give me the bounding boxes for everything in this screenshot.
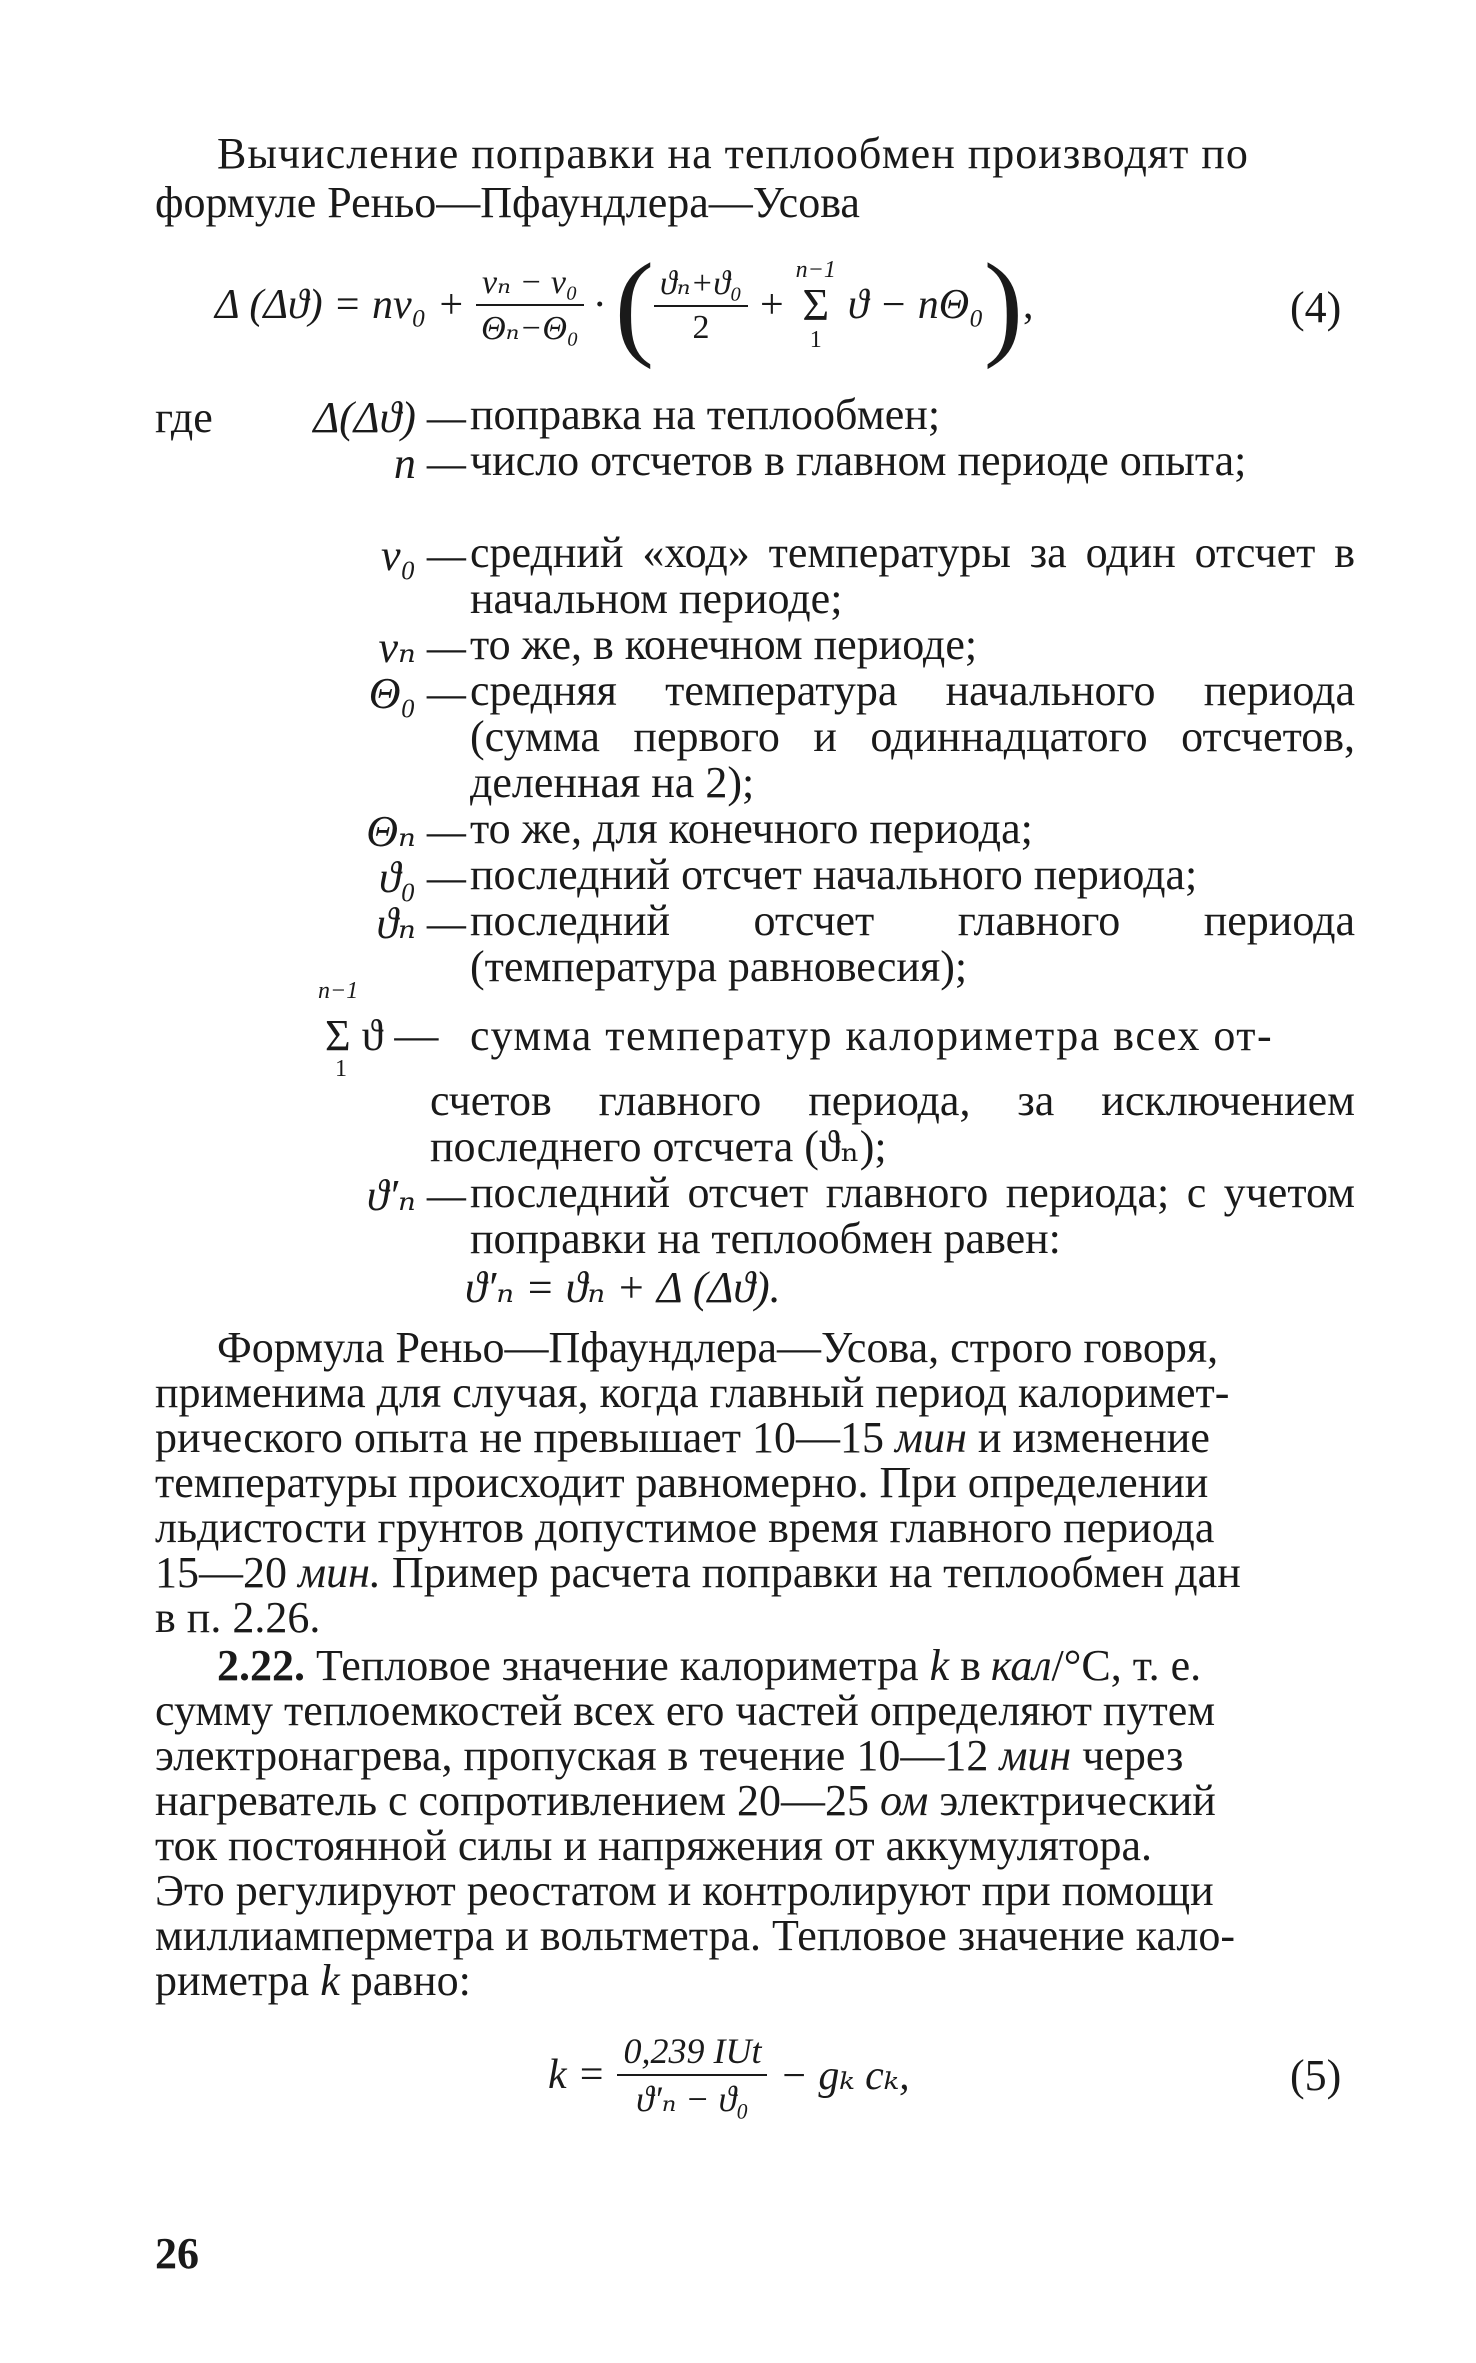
formula-4-tail: ϑ − nΘ₀: [847, 282, 984, 328]
formula-5-tail: − gₖ cₖ,: [779, 2053, 910, 2099]
def-text-vn: то же, в конечном периоде;: [470, 620, 978, 669]
def-symbol-theta0: Θ₀ —: [368, 669, 466, 718]
formula-4-fraction-1: [475, 262, 585, 348]
page-number: 26: [155, 2229, 199, 2278]
def-text-theta0: средняя температура начального периода (сумма первого и одиннадцатого отсчетов, деленная на 2);: [470, 666, 1355, 807]
formula-4-number: (4): [1290, 283, 1342, 332]
para2-line-8-c: равно:: [350, 1956, 471, 2005]
para2-symbol-k: k: [929, 1641, 950, 1690]
para2-unit-ohm: ом: [879, 1776, 929, 1825]
formula-5-denominator: ϑ′ₙ − ϑ₀: [636, 2079, 749, 2119]
formula-4-lhs: Δ (Δϑ) = nv₀ +: [215, 282, 466, 328]
para2-line-5: ток постоянной силы и напряжения от аккумулятора.: [155, 1821, 1153, 1870]
formula-4-frac1-denominator: Θₙ−Θ₀: [481, 310, 579, 347]
def-text-sum: счетов главного периода, за исключением последнего отсчета (ϑₙ);: [430, 1076, 1355, 1171]
formula-4: [215, 239, 1034, 370]
para1-line-6-a: 15—20: [155, 1548, 287, 1597]
def-text-n: число отсчетов в главном периоде опыта;: [470, 436, 1247, 485]
para1-line-3-a: рического опыта не превышает 10—15: [155, 1413, 884, 1462]
def-corrected-formula: ϑ′ₙ = ϑₙ + Δ (Δϑ).: [465, 1263, 781, 1312]
formula-4-plus: +: [759, 282, 784, 328]
para2-line-4-c: электрический: [939, 1776, 1216, 1825]
para2-line-1-d: в: [960, 1641, 981, 1690]
formula-4-frac1-numerator: vₙ − v₀: [476, 262, 584, 306]
para2-line-8: [155, 1955, 471, 2006]
para2-line-3-c: через: [1082, 1731, 1184, 1780]
def-sum-lower-limit: 1: [335, 1056, 347, 1082]
formula-5-fraction: [617, 2030, 767, 2120]
para1-unit-min-1: мин: [895, 1413, 967, 1462]
para1-line-6-c: Пример расчета поправки на теплообмен дан: [391, 1548, 1241, 1597]
def-symbol-v0: v₀ —: [381, 531, 466, 580]
para2-line-3-a: электронагрева, пропуская в течение 10—12: [155, 1731, 989, 1780]
para1-line-5: льдистости грунтов допустимое время главного периода: [155, 1503, 1215, 1552]
def-symbol-vartheta0: ϑ₀ —: [378, 853, 466, 902]
def-symbol-thetan: Θₙ —: [366, 807, 466, 856]
para2-unit-cal: кал: [990, 1641, 1052, 1690]
para2-line-4-a: нагреватель с сопротивлением 20—25: [155, 1776, 869, 1825]
para1-unit-min-2: мин.: [298, 1548, 381, 1597]
def-text-thetan: то же, для конечного периода;: [470, 804, 1033, 853]
para1-line-7: в п. 2.26.: [155, 1593, 321, 1642]
para2-line-1-f: /°C, т. е.: [1051, 1641, 1202, 1690]
intro-line-2: формуле Реньо—Пфаундлера—Усова: [155, 178, 860, 227]
formula-4-dot: ·: [592, 282, 607, 328]
formula-5: [548, 2020, 910, 2130]
para1-line-2: применима для случая, когда главный период калоримет-: [155, 1368, 1230, 1417]
formula-5-number: (5): [1290, 2051, 1342, 2100]
formula-4-frac2-denominator: 2: [692, 309, 710, 346]
def-symbol-vn: vₙ —: [378, 623, 466, 672]
formula-4-frac2-numerator: ϑₙ+ϑ₀: [654, 263, 748, 307]
def-text-varthetan: последний отсчет главного периода (температура равновесия);: [470, 896, 1355, 991]
para1-line-4: температуры происходит равномерно. При определении: [155, 1458, 1209, 1507]
where-label: где: [155, 393, 213, 442]
para2-line-1: [217, 1640, 1201, 1691]
def-text-correction: поправка на теплообмен;: [470, 390, 941, 439]
formula-4-paren-close: ): [983, 239, 1024, 370]
para2-line-3: [155, 1730, 1183, 1781]
formula-4-sum-upper: n−1: [795, 257, 836, 283]
para1-line-3: [155, 1412, 1210, 1463]
def-symbol-n: n —: [393, 439, 466, 488]
para2-unit-min: мин: [999, 1731, 1072, 1780]
para2-line-1-b: Тепловое значение калориметра: [316, 1641, 919, 1690]
def-symbol-correction: Δ(Δϑ) —: [313, 393, 466, 442]
def-text-sum-first-line: сумма температур калориметра всех от-: [470, 1011, 1274, 1060]
formula-4-fraction-2: [654, 263, 748, 347]
formula-4-paren-open: (: [614, 239, 655, 370]
para2-line-6: Это регулируют реостатом и контролируют при помощи: [155, 1866, 1214, 1915]
para2-line-8-a: риметра: [155, 1956, 310, 2005]
def-text-v0: средний «ход» температуры за один отсчет в начальном периоде;: [470, 528, 1355, 623]
formula-5-numerator: 0,239 IUt: [617, 2030, 767, 2076]
def-sum-upper-limit: n−1: [318, 978, 359, 1004]
def-symbol-varthetan-prime: ϑ′ₙ —: [366, 1171, 466, 1220]
def-text-vartheta0: последний отсчет начального периода;: [470, 850, 1198, 899]
para2-line-4: [155, 1775, 1216, 1826]
def-symbol-sum: Σ ϑ —: [325, 1011, 439, 1060]
para2-line-2: сумму теплоемкостей всех его частей определяют путем: [155, 1686, 1216, 1735]
formula-5-lhs: k =: [548, 2052, 606, 2098]
para2-symbol-k-2: k: [320, 1956, 340, 2005]
para1-line-3-c: и изменение: [977, 1413, 1210, 1462]
def-text-varthetan-prime: последний отсчет главного периода; с учетом поправки на теплообмен равен:: [470, 1168, 1355, 1263]
formula-4-comma: ,: [1023, 282, 1034, 328]
intro-line-1: Вычисление поправки на теплообмен производят по: [217, 129, 1249, 178]
def-symbol-varthetan: ϑₙ —: [376, 899, 466, 948]
section-number-2-22: 2.22.: [217, 1641, 305, 1690]
formula-4-sum-sign: Σ: [802, 279, 830, 330]
para1-line-1: Формула Реньо—Пфаундлера—Усова, строго говоря,: [217, 1323, 1219, 1372]
formula-4-sum: [796, 258, 836, 352]
para2-line-7: миллиамперметра и вольтметра. Тепловое значение кало-: [155, 1911, 1235, 1960]
formula-4-sum-lower: 1: [809, 327, 822, 353]
para1-line-6: [155, 1547, 1241, 1598]
